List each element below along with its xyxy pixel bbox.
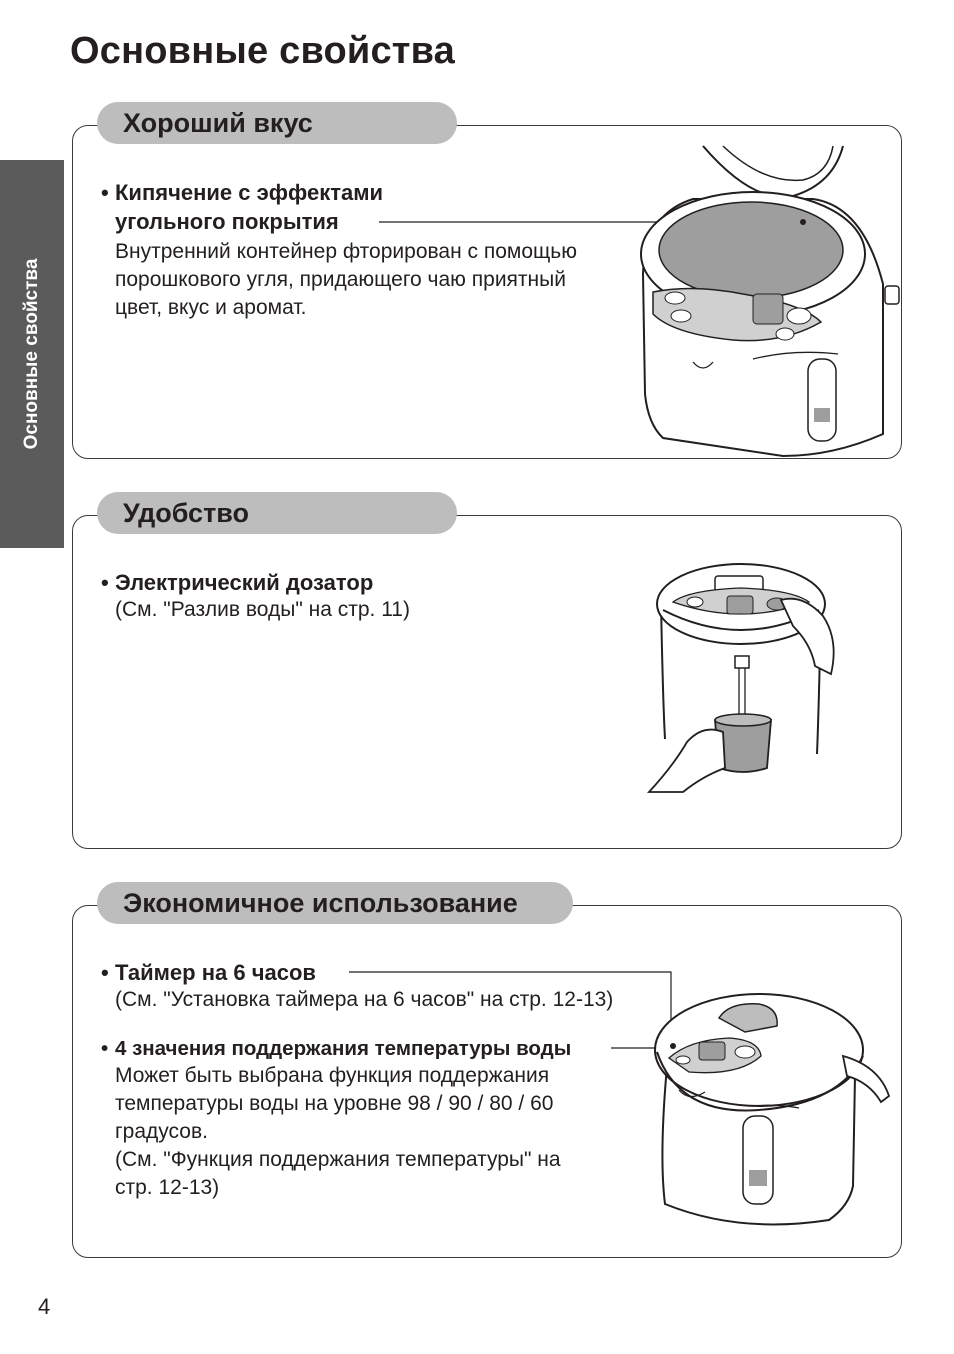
bullet-body — [115, 238, 577, 322]
body-line: Внутренний контейнер фторирован с помощью — [115, 240, 577, 263]
body-line: (См. "Разлив воды" на стр. 11) — [115, 598, 410, 621]
section-economical-use — [72, 887, 902, 1258]
page-number: 4 — [38, 1294, 51, 1319]
bullet-title: 4 значения поддержания температуры воды — [115, 1037, 572, 1060]
section-header: Удобство — [97, 492, 457, 534]
body-line: (См. "Установка таймера на 6 часов" на стр. 12-13) — [115, 988, 614, 1011]
bullet-title-line1: Кипячение с эффектами — [115, 180, 384, 205]
body-line: температуры воды на уровне 98 / 90 / 80 / 60 — [115, 1092, 554, 1115]
body-line: цвет, вкус и аромат. — [115, 296, 307, 319]
bullet-electric-dispenser: • Электрический дозатор — [101, 570, 374, 595]
section-good-taste — [72, 107, 902, 459]
bullet-title: Таймер на 6 часов — [115, 960, 316, 985]
side-tab-label: Основные свойства — [21, 258, 42, 450]
section-convenience — [72, 497, 902, 849]
bullet-body — [115, 986, 613, 1014]
dispensing-pot-illustration — [643, 554, 853, 796]
body-line: стр. 12-13) — [115, 1176, 220, 1199]
body-line: градусов. — [115, 1120, 208, 1143]
body-line: (См. "Функция поддержания температуры" на — [115, 1148, 561, 1171]
bullet-title-line2: угольного покрытия — [115, 209, 339, 234]
bullet-charcoal-coating: • Кипячение с эффектами угольного покрытия — [101, 180, 384, 234]
body-line: порошкового угля, придающего чаю приятный — [115, 268, 566, 291]
bullet-title: Электрический дозатор — [115, 570, 374, 595]
bullet-body — [115, 596, 410, 624]
bullet-body — [115, 1062, 561, 1202]
open-lid-pot-illustration — [633, 144, 901, 460]
section-header: Экономичное использование — [97, 882, 573, 924]
closed-pot-illustration — [649, 986, 899, 1242]
body-line: Может быть выбрана функция поддержания — [115, 1064, 550, 1087]
bullet-timer: • Таймер на 6 часов — [101, 960, 316, 985]
page-title: Основные свойства — [70, 30, 456, 72]
bullet-temperature: • 4 значения поддержания температуры воды — [101, 1034, 571, 1063]
side-tab — [0, 160, 64, 548]
section-header: Хороший вкус — [97, 102, 457, 144]
